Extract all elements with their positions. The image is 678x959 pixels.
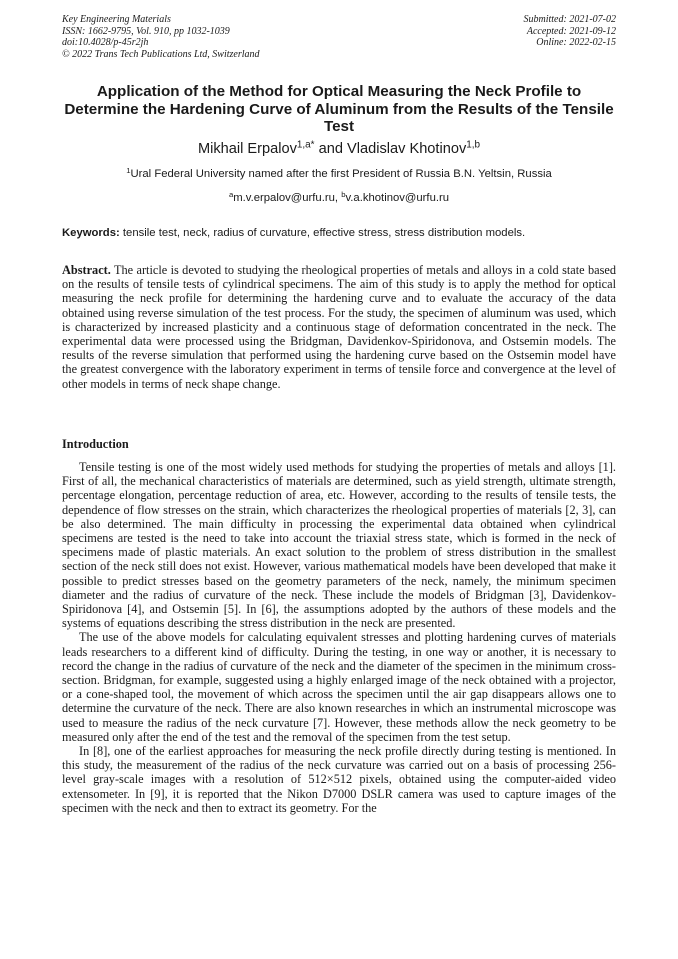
- affiliation-text: Ural Federal University named after the first President of Russia B.N. Yeltsin, Russia: [130, 168, 552, 180]
- abstract: [62, 263, 616, 391]
- keywords-text: tensile test, neck, radius of curvature, effective stress, stress distribution models.: [119, 227, 526, 239]
- introduction-body: [62, 460, 616, 815]
- email-a: m.v.erpalov@urfu.ru,: [233, 192, 342, 204]
- paper-title: Application of the Method for Optical Measuring the Neck Profile to Determine the Hardening Curve of Aluminum from the Results of the Tensile Test: [64, 83, 614, 135]
- intro-paragraph-3: In [8], one of the earliest approaches for measuring the neck profile directly during testing is mentioned. In this study, the measurement of the radius of the neck curvature was carried out on a basis of processing 256-level gray-scale images with a resolution of 512×512 pixels, obtained using the computer-aided video extensometer. In [9], it is reported that the Nikon D7000 DSLR camera was used to capture images of the specimen with the neck and then to extract its geometry. For the: [62, 744, 616, 815]
- header-right: [524, 14, 617, 49]
- author-2: Vladislav Khotinov: [347, 141, 467, 157]
- affiliation: [62, 167, 616, 181]
- intro-paragraph-1: Tensile testing is one of the most widely used methods for studying the properties of metals and alloys [1]. First of all, the mechanical characteristics of materials are determined, such as yield strength, ultimate strength, percentage elongation, percentage reduction of area, etc. However, according to the results of tensile tests, the dependence of flow stresses on the strain, which characterizes the rheological properties of materials [2, 3], can be also determined. The main difficulty in processing the experimental data obtained when cylindrical specimens are tested is the need to take into account the triaxial stress state, which is formed in the neck of specimens made of plastic materials. An exact solution to the problem of stress distribution in the smallest section of the neck still does not exist. However, various mathematical models have been developed that make it possible to predict stresses based on the geometry parameters of the neck, namely, the minimum specimen diameter and the radius of curvature of the neck. These include the models of Bridgman [3], Davidenkov-Spiridonova [4], and Ostsemin [5]. In [6], the assumptions adopted by the authors of these models and the systems of equations describing the stress distribution in the neck are presented.: [62, 460, 616, 631]
- journal-doi: doi:10.4028/p-45r2jh: [62, 37, 149, 48]
- keywords-label: Keywords:: [62, 227, 120, 239]
- intro-paragraph-2: The use of the above models for calculating equivalent stresses and plotting hardening curves of materials leads researchers to a different kind of difficulty. During the testing, in one way or another, it is necessary to record the change in the radius of curvature of the neck and the diameter of the specimen in the minimum cross-section. Bridgman, for example, suggested using a highly enlarged image of the neck obtained with a projector, or a cone-shaped tool, the movement of which across the specimen until the air gap disappears allows one to determine the curvature of the neck. There are also known researches in which an instrumental microscope was used to measure the radius of the neck curvature [7]. However, these methods allow the neck geometry to be measured only after the end of the test and the removal of the specimen from the test setup.: [62, 630, 616, 744]
- email-b: v.a.khotinov@urfu.ru: [345, 192, 450, 204]
- journal-issn: ISSN: 1662-9795, Vol. 910, pp 1032-1039: [62, 25, 230, 37]
- author-1-affiliation-mark: 1,a*: [296, 139, 315, 151]
- submitted-date: Submitted: 2021-07-02: [523, 14, 616, 25]
- section-heading-introduction: Introduction: [62, 437, 129, 451]
- email-b-mark: b: [341, 189, 346, 199]
- author-1: Mikhail Erpalov: [197, 141, 297, 157]
- author-line: [62, 141, 616, 158]
- author-emails: [62, 191, 616, 205]
- journal-name: Key Engineering Materials: [62, 14, 171, 25]
- keywords: [62, 226, 616, 240]
- online-date: Online: 2022-02-15: [536, 37, 616, 48]
- affiliation-mark: 1: [126, 165, 131, 175]
- email-a-mark: a: [228, 189, 234, 199]
- header-left: [62, 14, 260, 60]
- accepted-date: Accepted: 2021-09-12: [526, 25, 616, 37]
- abstract-label: Abstract.: [62, 263, 111, 277]
- author-2-affiliation-mark: 1,b: [466, 139, 481, 151]
- abstract-text: The article is devoted to studying the rheological properties of metals and alloys in a cold state based on the results of tensile tests of cylindrical specimens. The aim of this study is to apply the method for optical measuring the neck profile for determining the hardening curve and to evaluate the accuracy of the data obtained using reverse simulation of the test process. For the study, the specimen of aluminum was used, which is characterized by increased plasticity and a continuous stage of deformation concentrated in the neck. The experimental data were processed using the Bridgman, Davidenkov-Spiridonova, and Ostsemin models. The results of the reverse simulation that performed using the hardening curve based on the Ostsemin model have the greatest convergence with the laboratory experiment in terms of tensile force and convergence at the level of other models in terms of neck shape change.: [62, 263, 616, 391]
- journal-copyright: © 2022 Trans Tech Publications Ltd, Switzerland: [62, 48, 260, 60]
- author-conjunction: and: [314, 141, 347, 157]
